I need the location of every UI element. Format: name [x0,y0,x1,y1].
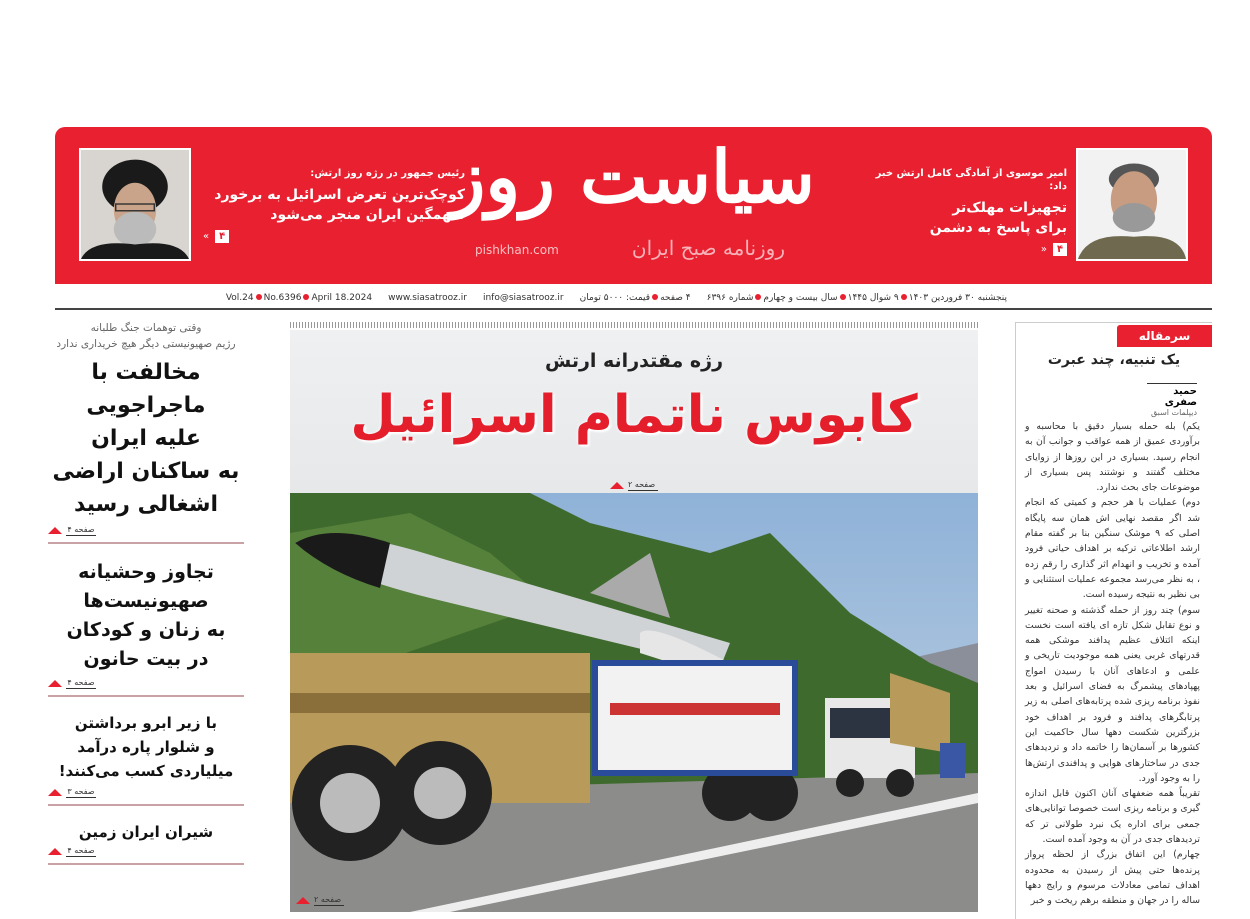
main-headline: کابوس ناتمام اسرائیل [350,385,918,445]
story-headline: با زیر ابرو برداشتن و شلوار پاره درآمد میلیاردی کسب می‌کنند! [58,714,234,780]
page-ref[interactable]: صفحه ۴ [67,678,95,687]
chevron-right-icon: » [1040,244,1047,255]
story-headline: تجاوز وحشیانه صهیونیست‌ها به زنان و کودکان در بیت حانون [66,561,226,670]
issue-info-en: Vol.24 No.6396 April 18.2024 [225,292,373,303]
watermark: pishkhan.com [475,243,559,257]
main-story[interactable] [290,322,978,912]
teaser-kicker: امیر موسوی از آمادگی کامل ارتش خبر داد: [875,168,1067,192]
divider [290,322,978,328]
commander-portrait [1076,148,1188,261]
page-ref[interactable]: صفحه ۴ [67,525,95,534]
editorial-author: حمید صفری دیپلمات اسبق [1147,383,1197,417]
masthead-logo: سیاست روز روزنامه صبح ایران pishkhan.com [450,134,815,260]
teaser-army-commander[interactable] [867,167,1067,256]
masthead-banner [55,127,1212,284]
page-marker-icon [48,680,62,687]
page-marker-icon [296,897,310,904]
page-marker-icon [48,527,62,534]
president-portrait [79,148,191,261]
story-income[interactable] [48,697,244,806]
teaser-headline: کوچک‌ترین تعرض اسرائیل به برخورد سهمگین ایران منجر می‌شود [214,187,465,223]
page-marker-icon [610,482,624,489]
page-marker-icon [48,789,62,796]
issue-pages-price: ۴ صفحهقیمت: ۵۰۰۰ تومان [579,292,691,303]
main-kicker: رژه مقتدرانه ارتش [544,350,724,372]
teaser-president[interactable] [203,167,465,243]
story-opposition[interactable] [48,318,244,544]
story-lions[interactable] [48,806,244,865]
editorial-title: یک تنبیه، چند عبرت [1047,352,1181,368]
editorial-column[interactable] [1015,322,1212,919]
editorial-tag: سرمقاله [1117,325,1212,347]
story-headline: مخالفت با ماجراجویی علیه ایران به ساکنان اراضی اشغالی رسید [52,360,240,517]
chevron-left-icon: « [203,231,210,242]
story-kicker: وقتی توهمات جنگ طلبانه رژیم صهیونیستی دیگر هیچ خریداری ندارد [56,322,236,350]
page-ref[interactable]: صفحه ۳ [67,787,95,796]
page-ref[interactable]: صفحه ۴ [67,846,95,855]
email-link[interactable]: info@siasatrooz.ir [482,292,564,303]
teaser-kicker: رئیس جمهور در رژه روز ارتش: [310,168,465,179]
page-number: ۴ [215,230,229,243]
divider [55,308,1212,310]
page-marker-icon [48,848,62,855]
website-link[interactable]: www.siasatrooz.ir [388,292,467,303]
story-beit-hanoun[interactable] [48,544,244,697]
left-column [48,318,244,865]
page-number: ۴ [1053,243,1067,256]
issue-date-fa: پنجشنبه ۳۰ فروردین ۱۴۰۳۹ شوال ۱۴۴۵سال بیست و چهارمشماره ۶۳۹۶ [706,292,1007,303]
missile-parade-photo [290,493,978,912]
page-ref[interactable]: صفحه ۲ [628,480,658,491]
editorial-body: یکم) بله حمله بسیار دقیق با محاسبه و برآوردی عمیق از همه عواقب و جوانب آن به انجام رسید. بسیاری در این روزها از زوایای مختلف گفتند و نوشتند پس بسیاری از موضوعات جای بحث ندارد. دوم) عملیات با هر حجم و کمیتی که انجام شد اگر مقصد نهایی اش همان سه پایگاه اصلی که ۹ موشک سنگین بنا بر گفته مقام ارشد اطلاعاتی ترکیه بر اهداف حیاتی فرود آمده و تخریب و انهدام اثر گذاری را رقم زده ، به نظر می‌رسد مجموعه عملیات استثنایی و بی نظیر به نتیجه رسیده است. سوم) چند روز از حمله گذشته و صحنه تغییر و نوع تقابل شکل تازه ای یافته است نخست اینکه ائتلاف عظیم پدافند موشکی همه قدرتهای غربی یعنی همه موجودیت تاریخی و علمی و ادعاهای آنان با رسیدن امواج پهپادهای پیشمرگ به فضای اسرائیل و بعد نفوذ برنامه ریزی شده پرتابه‌های اصلی به زیر پرتابگرهای پدافند و فرود بر اهداف خود بزرگترین شکست دهها سال حاکمیت این کشورها بر آسمان‌ها را خاتمه داد و تردیدهای جدی در ساختارهای هوایی و پدافندی ارتش‌ها را به وجود آورد. تقریباً همه ضعفهای آنان اکنون قابل اندازه گیری و برنامه ریزی است خصوصا توانایی‌های جمعی برای اداره یک نبرد طولانی تر که تردیدهای جدی در آن به وجود آمده است. چهارم) این اتفاق بزرگ از لحظه پرواز پرنده‌ها حتی پیش از رسیدن به محدوده اهداف تمامی معادلات مرسوم و رایج دهها ساله را در جهان و منطقه برهم ریخت و خبر [1025,421,1200,907]
page-ref[interactable]: صفحه ۲ [314,895,344,906]
teaser-headline: تجهیزات مهلک‌تر برای پاسخ به دشمن [929,200,1067,236]
story-headline: شیران ایران زمین [78,823,214,841]
issue-info-bar [225,290,1015,305]
